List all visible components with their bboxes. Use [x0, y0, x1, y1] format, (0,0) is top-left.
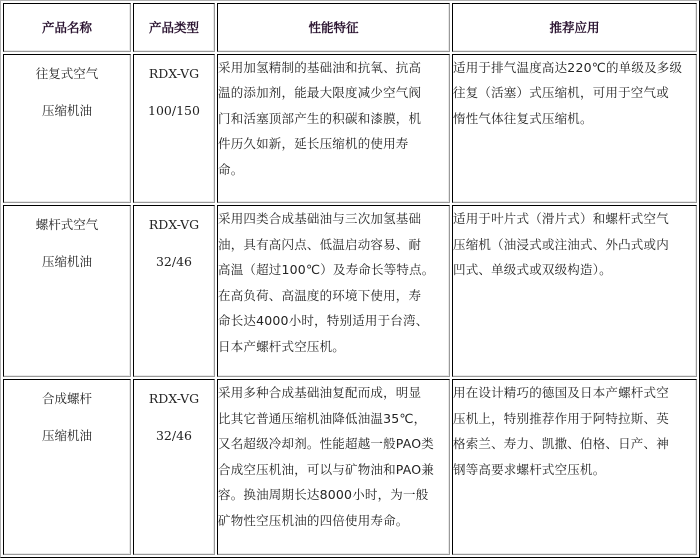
application-cell	[452, 379, 697, 555]
features-line: 合成空压机油，可以与矿物油和PAO兼	[218, 461, 435, 477]
product-type-line: 32/46	[155, 254, 193, 270]
features-line: 件历久如新，延长压缩机的使用寿	[218, 136, 409, 152]
application-line: 适用于排气温度高达220℃的单级及多级	[453, 59, 683, 75]
features-line: 门和活塞顶部产生的积碳和漆膜，机	[218, 110, 422, 126]
product-name-line: 压缩机油	[41, 254, 92, 270]
product-type-line: RDX-VG	[148, 391, 200, 407]
features-line: 温的添加剂，能最大限度减少空气阀	[218, 85, 422, 101]
application-line: 压缩机（油浸式或注油式、外凸式或内	[453, 236, 669, 252]
product-name-cell	[3, 379, 131, 555]
application-line: 钢等高要求螺杆式空压机。	[453, 461, 606, 477]
features-line: 又名超级冷却剂。性能超越一般PAO类	[218, 436, 435, 452]
features-line: 容。换油周期长达8000小时，为一般	[218, 487, 429, 503]
features-line: 矿物性空压机油的四倍使用寿命。	[218, 512, 409, 528]
product-name-cell	[3, 54, 131, 204]
application-cell	[452, 205, 697, 377]
application-line: 适用于叶片式（滑片式）和螺杆式空气	[453, 211, 669, 227]
product-name-line: 压缩机油	[41, 428, 92, 444]
product-type-cell	[133, 205, 215, 377]
application-line: 惰性气体往复式压缩机。	[453, 110, 593, 126]
features-cell	[217, 379, 450, 555]
product-name-line: 合成螺杆	[41, 391, 92, 407]
application-line: 凹式、单级式或双级构造）。	[453, 262, 612, 278]
features-cell	[217, 205, 450, 377]
features-line: 比其它普通压缩机油降低油温35℃，	[218, 410, 427, 426]
features-line: 在高负荷、高温度的环境下使用，寿	[218, 287, 422, 303]
features-line: 高温（超过100℃）及寿命长等特点。	[218, 262, 435, 278]
application-line: 压机上，特别推荐作用于阿特拉斯、英	[453, 410, 669, 426]
application-line: 往复（活塞）式压缩机，可用于空气或	[453, 85, 669, 101]
product-name-cell	[3, 205, 131, 377]
application-line: 用在设计精巧的德国及日本产螺杆式空	[453, 385, 669, 401]
application-line: 格索兰、寿力、凯撒、伯格、日产、神	[453, 436, 669, 452]
product-type-line: 100/150	[148, 102, 200, 118]
header-product-type: 产品类型	[133, 3, 215, 52]
header-product-name: 产品名称	[3, 3, 131, 52]
table-row	[3, 379, 697, 555]
features-line: 油，具有高闪点、低温启动容易、耐	[218, 236, 422, 252]
product-type-line: 32/46	[155, 428, 193, 444]
features-cell	[217, 54, 450, 204]
header-features: 性能特征	[217, 3, 450, 52]
product-type-cell	[133, 379, 215, 555]
product-type-line: RDX-VG	[148, 217, 200, 233]
features-line: 命。	[218, 161, 244, 177]
features-line: 采用四类合成基础油与三次加氢基础	[218, 211, 422, 227]
features-line: 命长达4000小时，特别适用于台湾、	[218, 313, 429, 329]
features-line: 采用加氢精制的基础油和抗氧、抗高	[218, 59, 422, 75]
table-row	[3, 205, 697, 377]
product-name-line: 往复式空气	[35, 65, 99, 81]
header-application: 推荐应用	[452, 3, 697, 52]
table-row	[3, 54, 697, 204]
application-cell	[452, 54, 697, 204]
product-type-cell	[133, 54, 215, 204]
features-line: 采用多种合成基础油复配而成，明显	[218, 385, 422, 401]
product-name-line: 螺杆式空气	[35, 217, 99, 233]
product-type-line: RDX-VG	[148, 65, 200, 81]
features-line: 日本产螺杆式空压机。	[218, 338, 346, 354]
product-name-line: 压缩机油	[41, 102, 92, 118]
header-row	[3, 3, 697, 52]
